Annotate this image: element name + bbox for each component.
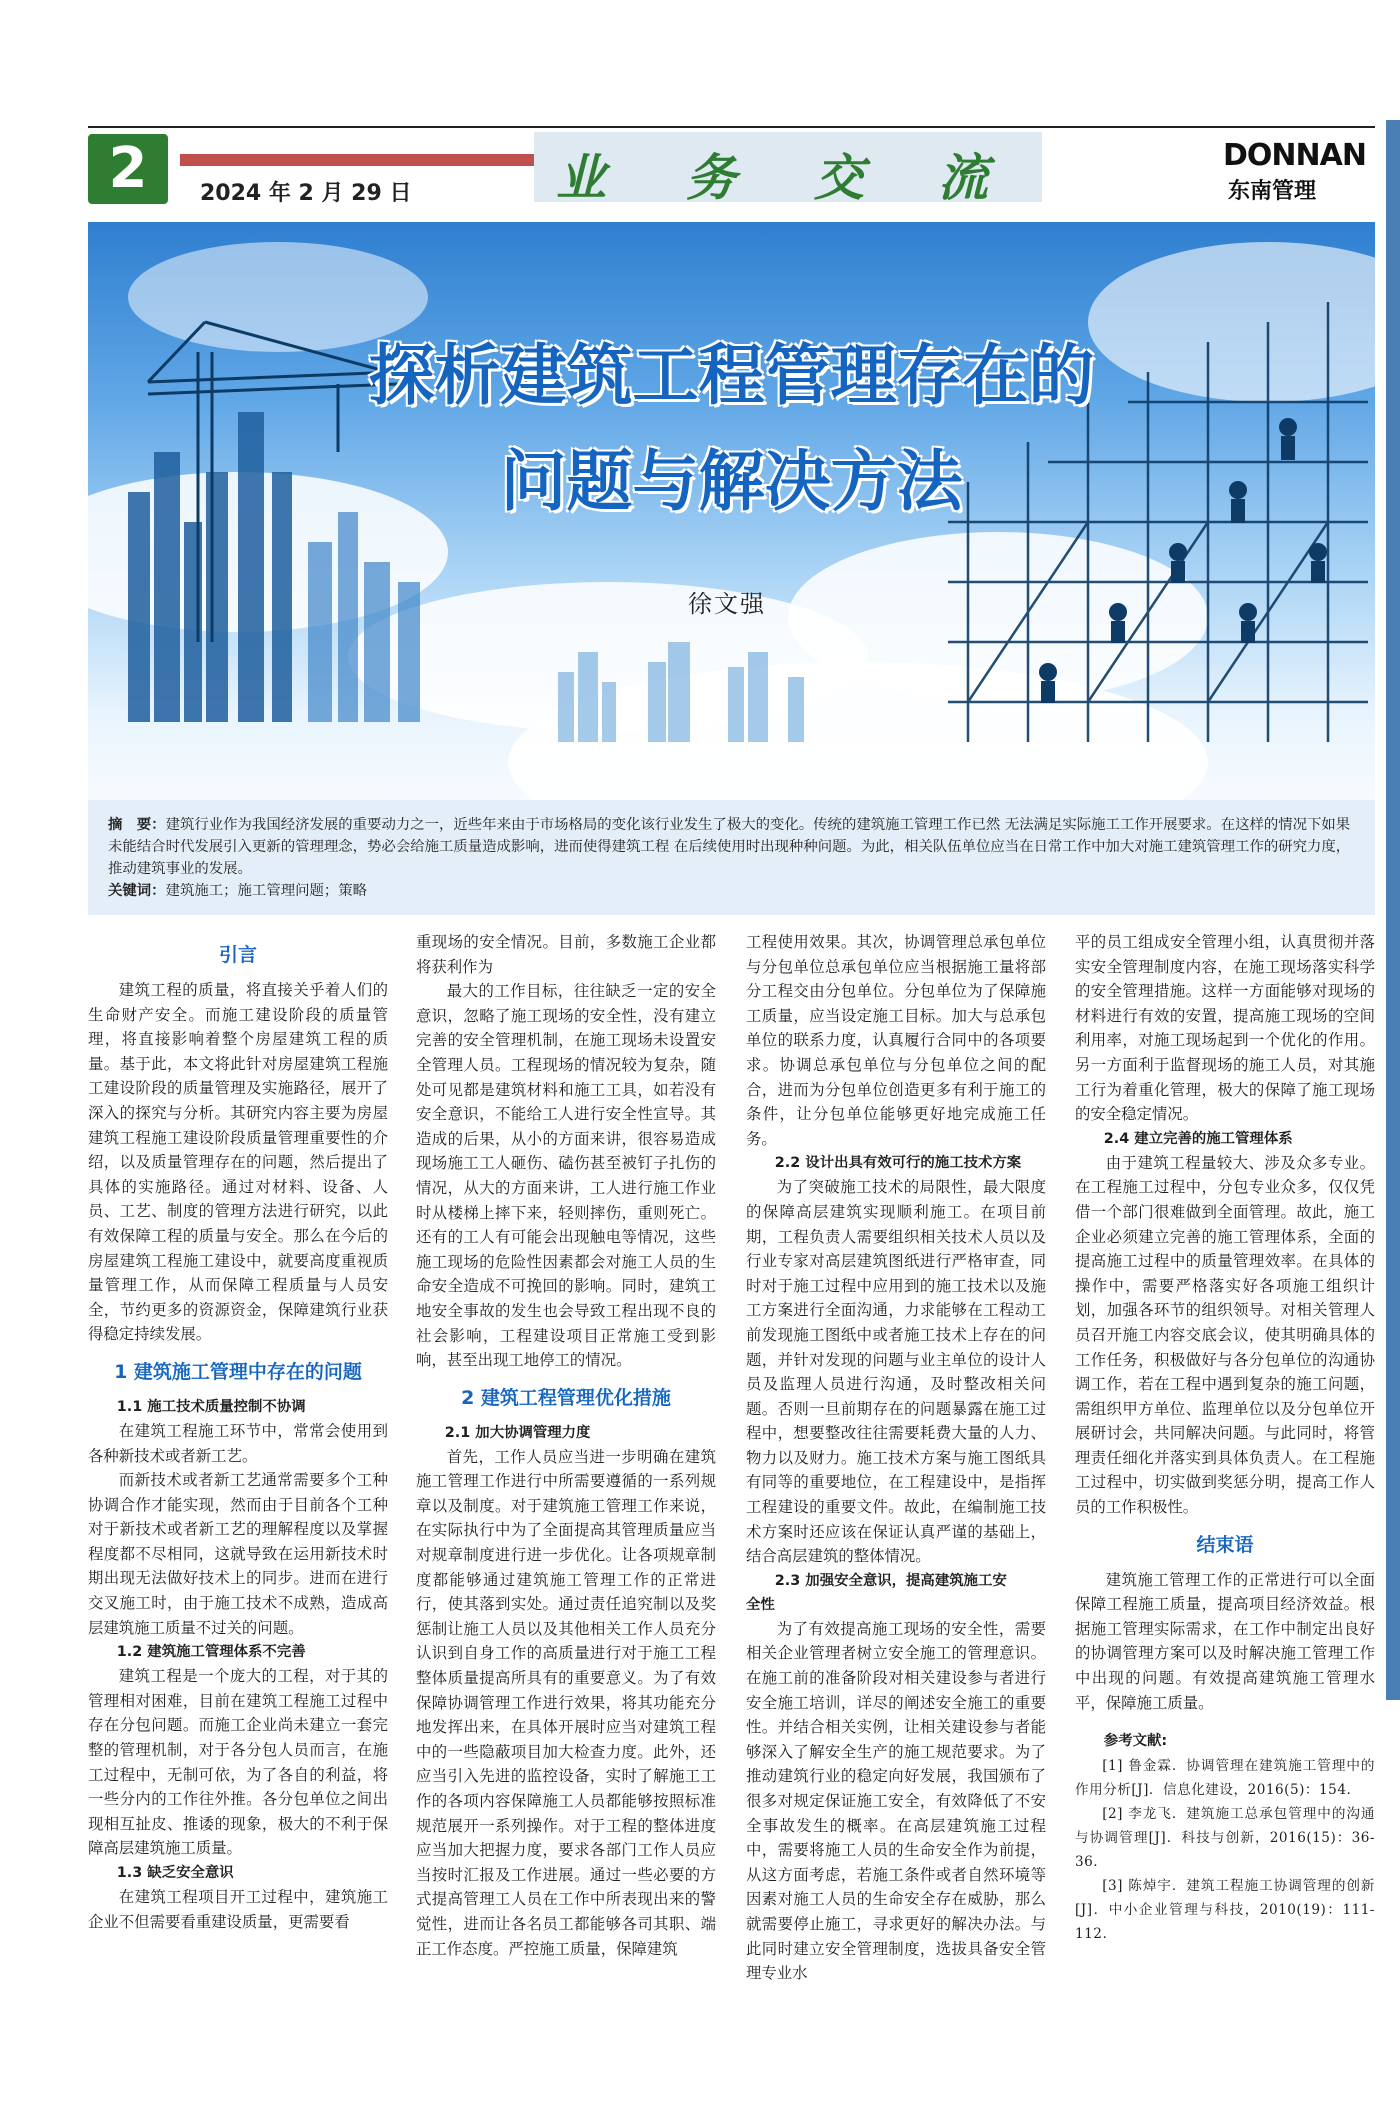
page-number: 2 [108,136,148,201]
abstract-box [88,800,1375,915]
heading-introduction: 引言 [218,944,257,966]
paragraph: 建筑施工管理工作的正常进行可以全面保障工程施工质量，提高项目经济效益。根据施工管理实际需求，在工作中制定出良好的协调管理方案可以及时解决施工管理工作中出现的问题。有效提高建筑施工管理水平，保障施工质量。 [1075,1570,1375,1712]
subheading-2-3 [746,1569,1046,1617]
page-number-badge [88,134,168,204]
keywords-line [108,880,1357,902]
section-title-char: 流 [938,148,988,207]
subheading-2-1: 2.1 加大协调管理力度 [444,1424,591,1441]
reference-item: [2] 李龙飞．建筑施工总承包管理中的沟通与协调管理[J]．科技与创新，2016(15)：36-36. [1075,1805,1375,1870]
header-red-bar [180,154,535,166]
logo-chinese: 东南管理 [1228,179,1317,204]
article-column-1 [88,930,388,1934]
paragraph: 为了突破施工技术的局限性，最大限度的保障高层建筑实现顺利施工。在项目前期，工程负责人需要组织相关技术人员以及行业专家对高层建筑图纸进行严格审查，同时对于施工过程中应用到的施工技术以及施工方案进行全面沟通，力求能够在工程动工前发现施工图纸中或者施工技术上存在的问题，并针对发现的问题与业主单位的设计人员及监理人员进行沟通，及时整改相关问题。否则一旦前期存在的问题暴露在施工过程中，想要整改往往需要耗费大量的人力、物力以及财力。施工技术方案与施工图纸具有同等的重要地位，在工程建设中，是指挥工程建设的重要文件。故此，在编制施工技术方案时还应该在保证认真严谨的基础上，结合高层建筑的整体情况。 [746,1178,1046,1566]
paragraph: 建筑工程是一个庞大的工程，对于其的管理相对困难，目前在建筑工程施工过程中存在分包问题。而施工企业尚未建立一套完整的管理机制，对于各分包人员而言，在施工过程中，无制可依，为了各自的利益，将一些分内的工作往外推。各分包单位之间出现相互扯皮、推诿的现象，极大的不利于保障高层建筑施工质量。 [88,1667,388,1858]
page-edge-stripe [1386,120,1400,1700]
paragraph: 建筑工程的质量，将直接关乎着人们的生命财产安全。而施工建设阶段的质量管理，将直接影响着整个房屋建筑工程的质量。基于此，本文将此针对房屋建筑工程施工建设阶段的质量管理及实施路径，展开了深入的探究与分析。其研究内容主要为房屋建筑工程施工建设阶段质量管理重要性的介绍，以及质量管理存在的问题，然后提出了具体的实施路径。通过对材料、设备、人员、工艺、制度的管理方法进行研究，以此有效保障工程的质量与安全。那么在今后的房屋建筑工程施工建设中，就要高度重视质量管理工作，从而保障工程质量与人员安全，节约更多的资源资金，保障建筑行业获得稳定持续发展。 [88,981,388,1344]
subheading-2-3-line1: 2.3 加强安全意识，提高建筑施工安 [774,1572,1007,1589]
heading-section-2: 2 建筑工程管理优化措施 [461,1386,671,1409]
article-banner [88,222,1375,800]
paragraph: 在建筑工程施工环节中，常常会使用到各种新技术或者新工艺。 [88,1421,388,1465]
paragraph: 由于建筑工程量较大、涉及众多专业。在工程施工过程中，分包专业众多，仅仅凭借一个部门很难做到全面管理。故此，施工企业必须建立完善的施工管理体系，全面的提高施工过程中的质量管理效率。在具体的操作中，需要严格落实好各项施工组织计划，加强各环节的组织领导。对相关管理人员召开施工内容交底会议，使其明确具体的工作任务，积极做好与各分包单位的沟通协调工作，若在工程中遇到复杂的施工问题，需组织甲方单位、监理单位以及分包单位开展研讨会，共同解决问题。与此同时，将管理责任细化并落实到具体负责人。在工程施工过程中，切实做到奖惩分明，提高工作人员的工作积极性。 [1075,1153,1375,1517]
reference-item: [1] 鲁金霖．协调管理在建筑施工管理中的作用分析[J]．信息化建设，2016(5)：154. [1075,1757,1375,1798]
abstract-text: 建筑行业作为我国经济发展的重要动力之一，近些年来由于市场格局的变化该行业发生了极大的变化。传统的建筑施工管理工作已然 无法满足实际施工工作开展要求。在这样的情况下如果未能结合时代发展引入更新的管理理念，势必会给施工质量造成影响，进而使得建筑工程 在后续使用时出现种种问题。为此，相关队伍单位应当在日常工作中加大对施工建筑管理工作的研究力度，推动建筑事业的发展。 [108,817,1351,877]
page-header [88,126,1375,212]
paragraph: 而新技术或者新工艺通常需要多个工种协调合作才能实现，然而由于目前各个工种对于新技术或者新工艺的理解程度以及掌握程度都不尽相同，这就导致在运用新技术时期出现无法做好技术上的同步。进而在进行交叉施工时，由于施工技术不成熟，造成高层建筑施工质量不过关的问题。 [88,1471,388,1637]
paragraph: 最大的工作目标，往往缺乏一定的安全意识，忽略了施工现场的安全性，没有建立完善的安全管理机制，在施工现场未设置安全管理人员。工程现场的情况较为复杂，随处可见都是建筑材料和施工工具，如若没有安全意识，不能给工人进行安全性宣导。其造成的后果，从小的方面来讲，很容易造成现场施工工人砸伤、磕伤甚至被钉子扎伤的情况，从大的方面来讲，工人进行施工作业时从楼梯上摔下来，轻则摔伤，重则死亡。还有的工人有可能会出现触电等情况，这些施工现场的危险性因素都会对施工人员的生命安全造成不可挽回的影响。同时，建筑工地安全事故的发生也会导致工程出现不良的社会影响，工程建设项目正常施工受到影响，甚至出现工地停工的情况。 [416,982,716,1370]
heading-section-1: 1 建筑施工管理中存在的问题 [114,1360,362,1383]
subheading-1-2: 1.2 建筑施工管理体系不完善 [116,1644,306,1661]
article-column-3 [746,930,1046,1986]
paragraph: 为了有效提高施工现场的安全性，需要相关企业管理者树立安全施工的管理意识。在施工前的准备阶段对相关建设参与者进行安全施工培训，详尽的阐述安全施工的重要性。并结合相关实例，让相关建设参与者能够深入了解安全生产的施工规范要求。为了推动建筑行业的稳定向好发展，我国颁布了很多对规定保证施工安全，有效降低了不安全事故发生的概率。在高层建筑施工过程中，需要将施工人员的生命安全作为前提，从这方面考虑，若施工条件或者自然环境等因素对施工人员的生命安全存在威胁，那么就需要停止施工，寻求更好的解决办法。与此同时建立安全管理制度，选拔具备安全管理专业水 [746,1619,1046,1983]
paragraph: 首先，工作人员应当进一步明确在建筑施工管理工作进行中所需要遵循的一系列规章以及制度。对于建筑施工管理工作来说，在实际执行中为了全面提高其管理质量应当对规章制度进行进一步优化。让各项规章制度都能够通过建筑施工管理工作的正常进行，使其落到实处。通过责任追究制以及奖惩制让施工人员以及其他相关工作人员充分认识到自身工作的高质量进行对于施工工程整体质量提高所具有的重要意义。为了有效保障协调管理工作进行效果，将其功能充分地发挥出来，在具体开展时应当对建筑工程中的一些隐蔽项目加大检查力度。此外，还应当引入先进的监控设备，实时了解施工工作的各项内容保障施工人员都能够按照标准规范展开一系列操作。对于工程的整体进度应当加大把握力度，要求各部门工作人员应当按时汇报及工作进展。通过一些必要的方式提高管理工人员在工作中所表现出来的警觉性，进而让各名员工都能够各司其职、端正工作态度。严控施工质量，保障建筑 [416,1447,716,1958]
article-title-line2: 问题与解决方法 [500,443,963,520]
paragraph-continued: 工程使用效果。其次，协调管理总承包单位与分包单位总承包单位应当根据施工量将部分工程交由分包单位。分包单位为了保障施工质量，应当设定施工目标。加大与总承包单位的联系力度，认真履行合同中的各项要求。协调总承包单位与分包单位之间的配合，进而为分包单位创造更多有利于施工的条件，让分包单位能够更好地完成施工任务。 [746,933,1046,1148]
section-title [534,132,1042,207]
section-title-char: 交 [814,148,864,207]
section-title-char: 务 [686,148,736,207]
subheading-1-3: 1.3 缺乏安全意识 [116,1865,234,1881]
article-column-4 [1075,930,1375,1946]
subheading-2-3-line2: 全性 [746,1596,775,1613]
subheading-2-4: 2.4 建立完善的施工管理体系 [1103,1130,1293,1147]
subheading-2-2: 2.2 设计出具有效可行的施工技术方案 [774,1155,1022,1172]
issue-date: 2024 年 2 月 29 日 [200,181,412,206]
reference-item: [3] 陈焯宇．建筑工程施工协调管理的创新[J]．中小企业管理与科技，2010(19)：111-112. [1075,1877,1375,1942]
section-title-char: 业 [556,148,606,207]
paragraph: 在建筑工程项目开工过程中，建筑施工企业不但需要看重建设质量，更需要看 [88,1888,388,1931]
keywords-label: 关键词： [108,883,166,899]
article-author: 徐文强 [688,590,766,618]
keywords-text: 建筑施工；施工管理问题；策略 [165,883,368,899]
abstract-label: 摘 要： [108,817,166,833]
article-title-line1: 探析建筑工程管理存在的 [368,337,1095,414]
paragraph-continued: 重现场的安全情况。目前，多数施工企业都将获利作为 [416,933,716,976]
references-title: 参考文献: [1103,1733,1168,1750]
heading-conclusion: 结束语 [1196,1533,1254,1556]
subheading-1-1: 1.1 施工技术质量控制不协调 [116,1398,306,1415]
article-column-2 [416,930,716,1961]
logo-english: DONNAN [1223,138,1366,173]
paragraph-continued: 平的员工组成安全管理小组，认真贯彻并落实安全管理制度内容，在施工现场落实科学的安全管理措施。这样一方面能够对现场的材料进行有效的安置，提高施工现场的空间利用率，对施工现场起到一个优化的作用。另一方面利于监督现场的施工人员，对其施工行为着重化管理，极大的保障了施工现场的安全稳定情况。 [1075,933,1375,1124]
